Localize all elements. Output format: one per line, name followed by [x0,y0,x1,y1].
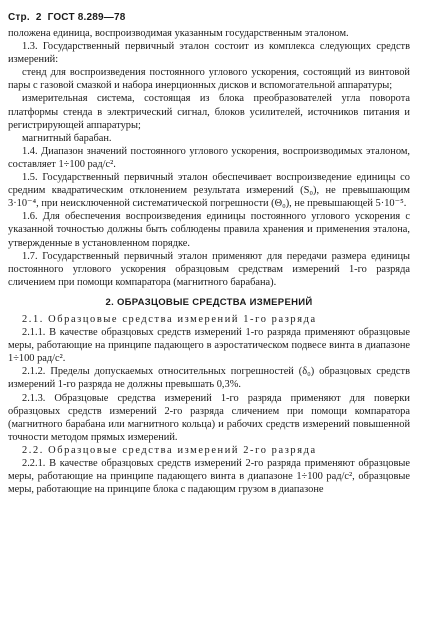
page-number: 2 [35,12,42,23]
page-label: Стр. [8,12,30,23]
section-title: 2. ОБРАЗЦОВЫЕ СРЕДСТВА ИЗМЕРЕНИЙ [105,296,313,308]
paragraph-1-7: 1.7. Государственный первичный эталон применяют для передачи размера единицы постоянного углового ускорения образцовым средствам измерений 1-го разряда сличением при помощи компаратора (магнитного барабана). [8,250,410,288]
paragraph-2-2: 2.2. Образцовые средства измерений 2-го разряда [22,444,317,456]
list-item-drum: магнитный барабан. [22,132,112,144]
page-header [8,12,132,23]
paragraph-2-2-1: 2.2.1. В качестве образцовых средств измерений 2-го разряда применяют образцовые меры, работающие на принципе падающего винта в диапазоне 1÷100 рад/с², образцовые меры, работающие на принципе блока с падающим грузом в диапазоне [8,458,410,496]
paragraph-continuation: положена единица, воспроизводимая указанным государственным эталоном. [8,28,349,39]
list-item-stand: стенд для воспроизведения постоянного углового ускорения, состоящий из винтовой пары с газовой смазкой и набора инерционных дисков и вспомогательной аппаратуры; [8,67,410,92]
standard-code: ГОСТ 8.289—78 [47,12,126,23]
paragraph-1-6: 1.6. Для обеспечения воспроизведения единицы постоянного углового ускорения с указанной точностью должны быть соблюдены правила хранения и применения эталона, утвержденные в установленном порядке. [8,211,410,249]
list-item-measuring-system: измерительная система, состоящая из блока преобразователей угла поворота платформы стенда в электрический сигнал, блоков усилителей, источников питания и регистрирующей аппаратуры; [8,93,410,131]
paragraph-2-1-1: 2.1.1. В качестве образцовых средств измерений 1-го разряда применяют образцовые меры, работающие на принципе падающего в аэростатическом подвесе винта в диапазоне 1÷100 рад/с². [8,327,410,365]
paragraph-1-4: 1.4. Диапазон значений постоянного углового ускорения, воспроизводимых эталоном, составляет 1÷100 рад/с². [8,145,410,170]
paragraph-2-1: 2.1. Образцовые средства измерений 1-го разряда [22,313,317,325]
document-body [8,27,410,496]
paragraph-2-1-2: 2.1.2. Пределы допускаемых относительных погрешностей (δ₀) образцовых средств измерений 1-го разряда не должны превышать 0,3%. [8,366,410,391]
paragraph-1-5: 1.5. Государственный первичный эталон обеспечивает воспроизведение единицы со средним квадратическим отклонением результата измерений (S₀), не превышающим 3·10⁻⁴, при неисключенной систематической погрешности (Θ₀), не превышающей 5·10⁻⁵. [8,172,410,210]
paragraph-2-1-3: 2.1.3. Образцовые средства измерений 1-го разряда применяют для поверки образцовых средств измерений 2-го разряда сличением при помощи компаратора (магнитного барабана или магнитного кольца) и рабочих средств измерений повышенной точности методом прямых измерений. [8,392,410,443]
paragraph-1-3: 1.3. Государственный первичный эталон состоит из комплекса следующих средств измерений: [8,41,410,66]
